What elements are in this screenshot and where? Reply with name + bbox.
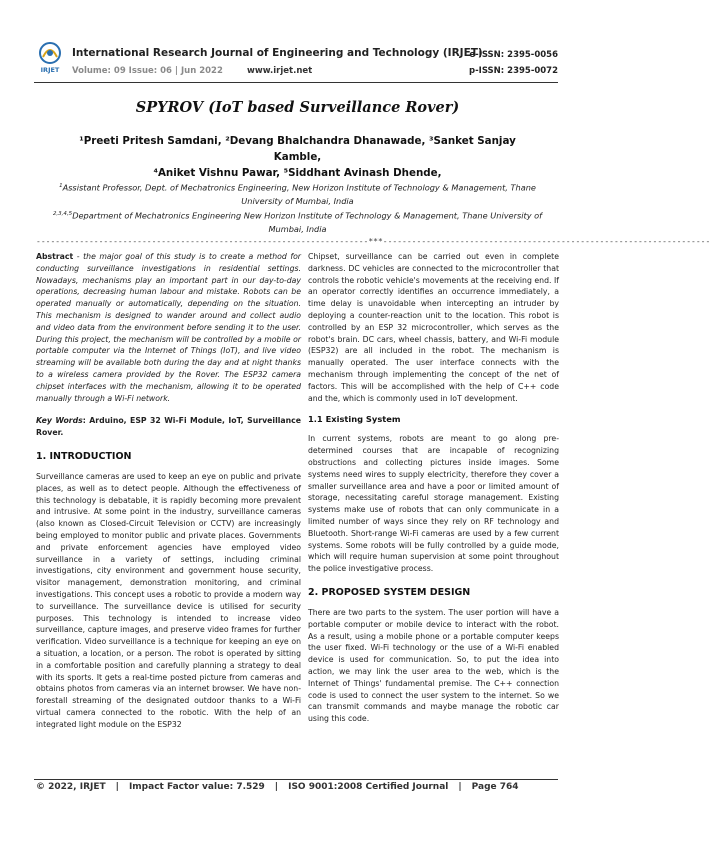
paper-title: SPYROV (IoT based Surveillance Rover) — [135, 99, 460, 116]
footer-copyright: © 2022, IRJET — [36, 782, 106, 792]
abstract — [36, 251, 301, 404]
footer-separator: | — [458, 782, 462, 792]
keywords — [36, 415, 301, 439]
p-issn: p-ISSN: 2395-0072 — [469, 66, 558, 76]
keywords-text: : Arduino, ESP 32 Wi-Fi Module, IoT, Surveillance Rover. — [36, 416, 301, 438]
affiliation-2 — [48, 208, 547, 236]
journal-name: International Research Journal of Engineering and Technology (IRJET) — [72, 47, 483, 59]
affiliation-2-marker: 2,3,4,5 — [52, 211, 73, 217]
header-rule — [34, 82, 558, 83]
affiliation-1-marker: 1 — [59, 183, 63, 189]
introduction-continued: Chipset, surveillance can be carried out even in complete darkness. DC vehicles are connected to the microcontroller that controls the robotic vehicle's movements at the receiving end. If an operator correctly identifies an occurrence immediately, a time delay is unavoidable when intercepting an intruder by deploying a counter-reaction unit to the location. This robot is controlled by an ESP 32 microcontroller, which serves as the robot's brain. DC cars, wheel chassis, battery, and Wi-Fi module (ESP32) are all included in the robot. The mechanism is manually operated. The user interface connects with the mechanism through implementing the concept of the net of factors. This will be accomplished with the help of C++ code and the, which is commonly used in IoT development. — [308, 252, 559, 403]
author-list — [60, 133, 535, 181]
section-divider: ---------------------------------------------------------------------***-------------------------------------------------------------------- — [36, 237, 710, 246]
footer-rule — [34, 779, 558, 780]
e-issn: e-ISSN: 2395-0056 — [469, 50, 558, 60]
right-column — [308, 251, 559, 725]
keywords-label: Key Words — [36, 416, 83, 426]
page-footer — [36, 782, 558, 792]
author-line-2: ⁴Aniket Vishnu Pawar, ⁵Siddhant Avinash Dhende, — [153, 167, 442, 179]
footer-separator: | — [274, 782, 279, 792]
proposed-system-heading: 2. PROPOSED SYSTEM DESIGN — [308, 586, 471, 598]
footer-iso: ISO 9001:2008 Certified Journal — [288, 782, 449, 792]
proposed-system-text: There are two parts to the system. The user portion will have a portable computer or mobile device to interact with the robot. As a result, using a mobile phone or a portable computer keeps the user fixed. Wi-Fi technology or the use of a Wi-Fi enabled device is used for communication. So, to put the idea into action, we may link the user area to the web, which is the Internet of Things' fundamental premise. The C++ connection code is used to connect the user system to the internet. So we can transmit commands and maybe manage the robotic car using this code. — [308, 607, 559, 724]
abstract-text: - the major goal of this study is to create a method for conducting surveillance investigations in residential settings. Nowadays, mechanisms play an important part in our day-to-day operations, decreasing human labour and mistake. Robots can be operated manually or automatically, depending on the situation. This mechanism is designed to wander around and collect audio and video data from the environment before sending it to the user. During this project, the mechanism will be controlled by a mobile or portable computer via the Internet of Things (IoT), and live video streaming will be available both during the day and at night thanks to a wireless camera provided by the Rover. The ESP32 camera chipset interfaces with the mechanism, allowing it to be operated manually through a Wi-Fi network. — [36, 252, 301, 403]
left-column — [36, 251, 301, 730]
footer-separator: | — [115, 782, 119, 792]
affiliation-1-text: Assistant Professor, Dept. of Mechatronics Engineering, New Horizon Institute of Technology & Management, Thane University of Mumbai, India — [62, 182, 536, 206]
existing-system-text: In current systems, robots are meant to go along pre-determined courses that are incapable of recognizing obstructions and collecting pictures inside images. Some systems need wires to supply electricity, therefore they cover a smaller surveillance area and have a poor or limited amount of storage, necessitating careful storage management. Existing systems make use of robots that can only communicate in a limited number of ways since they rely on RF technology and Bluetooth. Short-range Wi-Fi cameras are used by a few current systems. Some robots will be fully controlled by a guide mode, which will require human supervision at some point throughout the police investigative process. — [308, 434, 559, 574]
existing-system-heading: 1.1 Existing System — [308, 414, 401, 425]
volume-issue: Volume: 09 Issue: 06 | Jun 2022 — [72, 66, 223, 76]
introduction-heading: 1. INTRODUCTION — [36, 450, 132, 462]
footer-impact-factor: Impact Factor value: 7.529 — [128, 782, 265, 792]
affiliation-2-text: Department of Mechatronics Engineering New Horizon Institute of Technology & Management, Thane University of Mumbai, India — [72, 210, 543, 234]
author-line-1: ¹Preeti Pritesh Samdani, ²Devang Bhalchandra Dhanawade, ³Sanket Sanjay Kamble, — [79, 135, 516, 163]
introduction-text: Surveillance cameras are used to keep an eye on public and private places, as well as to detect people. Although the effectiveness of this technology is debatable, it is rapidly becoming more prevalent and intrusive. At some point in the industry, surveillance cameras (also known as Closed-Circuit Television or CCTV) are increasingly being employed to monitor public and private places. Governments and private enforcement agencies have employed video surveillance in a variety of settings, including criminal investigations, city environment and government house security, visitor management, demonstration monitoring, and criminal investigations. This concept uses a robotic to provide a modern way to surveillance. The surveillance device is utilised for security purposes. This technology is intended to increase video surveillance, capture images, and preserve video frames for further verification. Video surveillance is a technique for keeping an eye on a situation, a location, or a person. The robot is operated by sitting in a comfortable position and carefully planning a strategy to deal with its sports. It gets a real-time posted picture from cameras and obtains photos from cameras via an internet browser. We have non-forestall streaming of the designated outdoor thanks to a Wi-Fi virtual camera connected to the robotic. With the help of an integrated light module on the ESP32 — [36, 471, 301, 729]
svg-text:IRJET: IRJET — [40, 66, 60, 74]
irjet-logo — [34, 41, 66, 75]
abstract-label: Abstract — [36, 252, 74, 261]
affiliation-1 — [48, 180, 547, 208]
journal-website[interactable]: www.irjet.net — [247, 66, 313, 76]
footer-page-number: Page 764 — [471, 782, 519, 792]
